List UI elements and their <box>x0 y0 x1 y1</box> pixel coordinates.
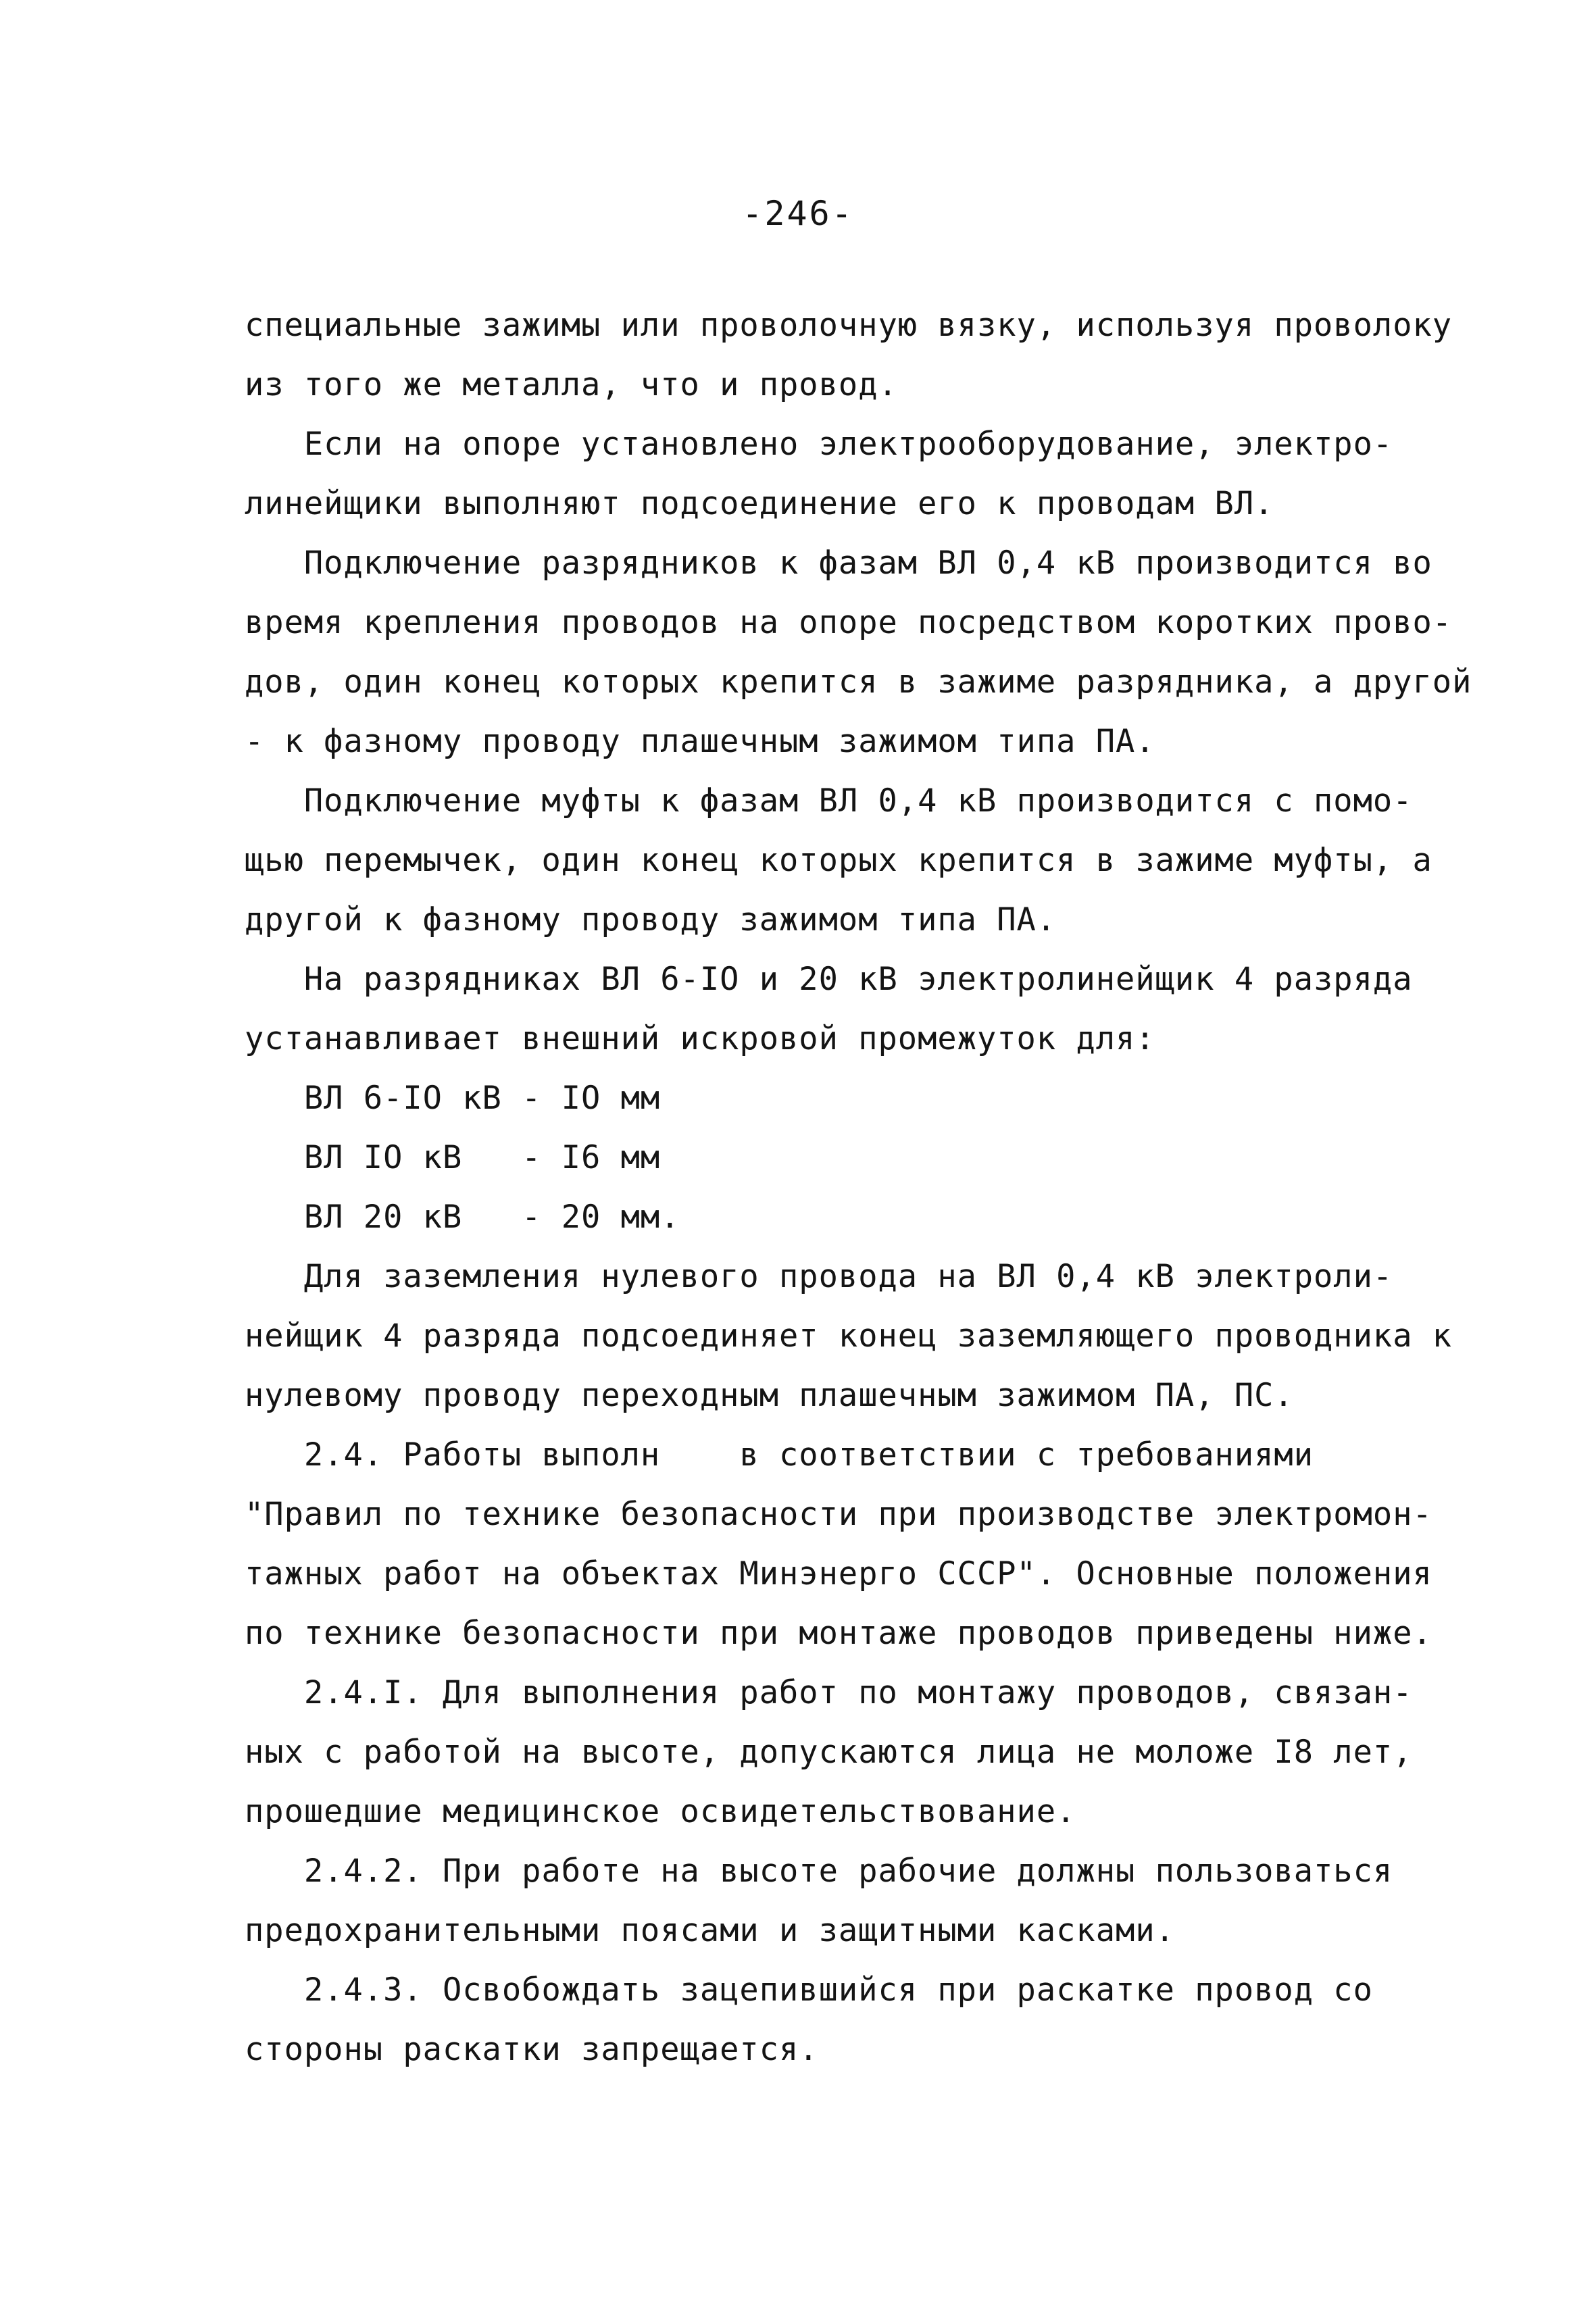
text-line: из того же металла, что и провод. <box>245 366 898 403</box>
text-line: На разрядниках ВЛ 6-IО и 20 кВ электролинейщик 4 разряда <box>245 961 1413 998</box>
text-line: время крепления проводов на опоре посредством коротких прово- <box>245 604 1453 641</box>
text-line: ВЛ 6-IО кВ - IО мм <box>245 1080 661 1117</box>
text-line: ВЛ 20 кВ - 20 мм. <box>245 1199 680 1236</box>
text-line: 2.4. Работы выполн в соответствии с требованиями <box>245 1436 1314 1474</box>
text-line: ВЛ IО кВ - I6 мм <box>245 1139 661 1176</box>
text-line: дов, один конец которых крепится в зажиме разрядника, а другой <box>245 663 1472 701</box>
text-line: нулевому проводу переходным плашечным зажимом ПА, ПС. <box>245 1377 1294 1414</box>
page-number: -246- <box>742 194 854 233</box>
text-line: Для заземления нулевого провода на ВЛ 0,4 кВ электроли- <box>245 1258 1393 1295</box>
text-line: Подключение муфты к фазам ВЛ 0,4 кВ производится с помо- <box>245 782 1413 820</box>
text-line: прошедшие медицинское освидетельствование. <box>245 1793 1076 1830</box>
text-line: Подключение разрядников к фазам ВЛ 0,4 кВ производится во <box>245 545 1432 582</box>
text-line: нейщик 4 разряда подсоединяет конец заземляющего проводника к <box>245 1317 1453 1355</box>
text-line: 2.4.3. Освобождать зацепившийся при раскатке провод со <box>245 1971 1373 2009</box>
text-line: "Правил по технике безопасности при производстве электромон- <box>245 1496 1432 1533</box>
text-line: 2.4.2. При работе на высоте рабочие должны пользоваться <box>245 1853 1393 1890</box>
body-text <box>245 296 1472 2080</box>
text-line: - к фазному проводу плашечным зажимом типа ПА. <box>245 723 1155 760</box>
text-line: 2.4.I. Для выполнения работ по монтажу проводов, связан- <box>245 1674 1413 1711</box>
text-line: щью перемычек, один конец которых крепится в зажиме муфты, а <box>245 842 1432 879</box>
text-line: стороны раскатки запрещается. <box>245 2031 819 2068</box>
text-line: специальные зажимы или проволочную вязку, используя проволоку <box>245 307 1453 344</box>
text-line: тажных работ на объектах Минэнерго СССР". Основные положения <box>245 1555 1432 1592</box>
text-line: линейщики выполняют подсоединение его к проводам ВЛ. <box>245 485 1274 522</box>
text-line: Если на опоре установлено электрооборудование, электро- <box>245 426 1393 463</box>
text-line: устанавливает внешний искровой промежуток для: <box>245 1020 1155 1057</box>
text-line: ных с работой на высоте, допускаются лица не моложе I8 лет, <box>245 1734 1413 1771</box>
text-line: по технике безопасности при монтаже проводов приведены ниже. <box>245 1615 1432 1652</box>
text-line: другой к фазному проводу зажимом типа ПА. <box>245 901 1057 938</box>
text-line: предохранительными поясами и защитными касками. <box>245 1912 1175 1949</box>
